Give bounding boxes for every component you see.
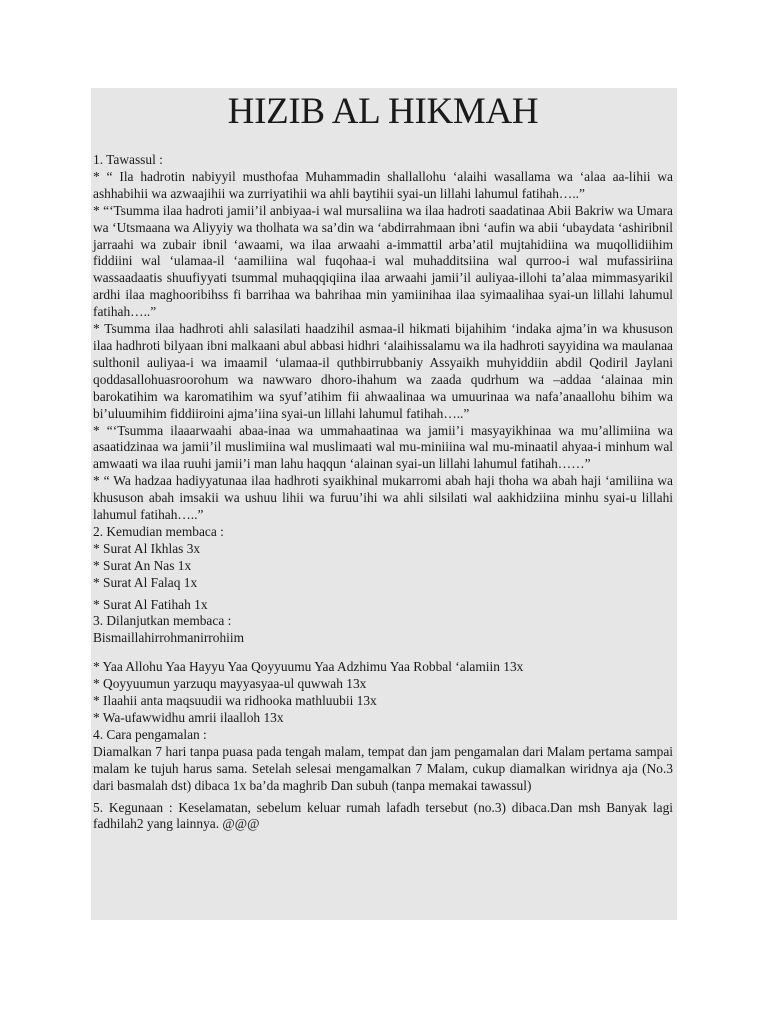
list-item: * Yaa Allohu Yaa Hayyu Yaa Qoyyuumu Yaa Adzhimu Yaa Robbal ‘alamiin 13x — [93, 659, 524, 675]
section-heading-dilanjutkan: 3. Dilanjutkan membaca : — [93, 613, 232, 629]
tawassul-paragraph: * “‘Tsumma ilaaarwaahi abaa-inaa wa ummahaatinaa wa jamii’i masyayikhinaa wa mu’allimiina wa asaatidzinaa wa jamii’il muslimiina wal muslimaati wal mu-miniiina wal mu-minaatil ahyaa-i minhum wal amwaati wa ilaa ruuhi jamii’i man lahu haqqun ‘alainan syai-un lillahi lahumul fatihah……” — [93, 422, 673, 472]
instructions-paragraph: Diamalkan 7 hari tanpa puasa pada tengah malam, tempat dan jam pengamalan dari Malam pertama sampai malam ke tujuh harus sama. Setelah selesai mengamalkan 7 Malam, cukup diamalkan wiridnya aja (No.3 dari basmalah dst) dibaca 1x ba’da maghrib Dan subuh (tanpa memakai tawassul) — [93, 743, 673, 793]
section-heading-cara-pengamalan: 4. Cara pengamalan : — [93, 726, 207, 742]
list-item: * Ilaahii anta maqsuudii wa ridhooka mathluubii 13x — [93, 693, 377, 709]
document-body — [93, 152, 673, 833]
section-heading-tawassul: 1. Tawassul : — [93, 152, 163, 167]
section-heading-membaca: 2. Kemudian membaca : — [93, 523, 224, 539]
kegunaan-paragraph: 5. Kegunaan : Keselamatan, sebelum keluar rumah lafadh tersebut (no.3) dibaca.Dan msh Banyak lagi fadhilah2 yang lainnya. @@@ — [93, 799, 673, 832]
list-item: * Surat Al Falaq 1x — [93, 574, 198, 590]
basmalah-line: Bismaillahirrohmanirrohiim — [93, 630, 244, 646]
document-page — [91, 88, 677, 920]
tawassul-paragraph: * “‘Tsumma ilaa hadroti jamii’il anbiyaa-i wal mursaliina wa ilaa hadroti saadatinaa Abii Bakriw wa Umara wa ‘Utsmaana wa Aliyyiy wa tholhata wa sa’din wa ‘abdirrahmaan ibni ‘aufin wa abii ‘ubaydata ‘ashiribnil jarraahi wa zubair ibnil ‘awaami, wa ilaa arwaahi a-immattil arba’atil mujtahidiina wa muqollidiihim fiddiini wal ‘ulamaa-il ‘aamiliina wal fuqohaa-i wal muhadditsiina wal qurroo-i wal mufassiriina wassaadaatis shuufiyyati tsummal muhaqqiqiina ilaa arwaahi jamii’il auliyaa-illohi ta’alaa mimmasyarikil ardhi ilaa maghooribihss fi barrihaa wa bahrihaa min yamiinihaa ilaa syimaalihaa syai-un lillahi lahumul fatihah…..” — [93, 202, 673, 320]
list-item: * Qoyyuumun yarzuqu mayyasyaa-ul quwwah 13x — [93, 676, 367, 692]
tawassul-paragraph: * “ Ila hadrotin nabiyyil musthofaa Muhammadin shallallohu ‘alaihi wasallama wa ‘alaa aa-lihii wa ashhabihii wa azwaajihii wa zurriyatihii wa ahli baytihii syai-un lillahi lahumul fatihah…..” — [93, 168, 673, 201]
tawassul-paragraph: * Tsumma ilaa hadhroti ahli salasilati haadzihil asmaa-il hikmati bijahihim ‘indaka ajma’in wa khususon ilaa hadhroti bilyaan ibni malkaani abul abbasi hidhri ‘alaihissalamu wa ila hadhroti sayyidina wa maulanaa sulthonil auliyaa-i wa imaamil ‘ulamaa-il quthbirrubbaniy Assyaikh muhyiddiin abdil Qodiril Jaylani qoddasallohuasroorohum wa nawwaro dhoro-ihahum wa zaada qudrhum wa –addaa ‘alainaa min barokatihim wa karomatihim wa syuf’atihim fii ahwaalinaa wa umuurinaa wa nafa’anaallohu bihim wa bi’uluumihim fiddiiroini ajma’iina syai-un lillahi lahumul fatihah…..” — [93, 321, 673, 421]
list-item: * Surat Al Ikhlas 3x — [93, 540, 201, 556]
list-item: * Surat Al Fatihah 1x — [93, 596, 208, 612]
list-item: * Surat An Nas 1x — [93, 557, 192, 573]
list-item: * Wa-ufawwidhu amrii ilaalloh 13x — [93, 710, 284, 725]
tawassul-paragraph: * “ Wa hadzaa hadiyyatunaa ilaa hadhroti syaikhinal mukarromi abah haji thoha wa abah haji ‘amiliina wa khususon abah imsakii wa ushuu lihii wa furuu’ihi wa ahli silsilati wal aakhidziina minhu syai-u lillahi lahumul fatihah…..” — [93, 473, 673, 523]
document-title: HIZIB AL HIKMAH — [227, 91, 539, 132]
